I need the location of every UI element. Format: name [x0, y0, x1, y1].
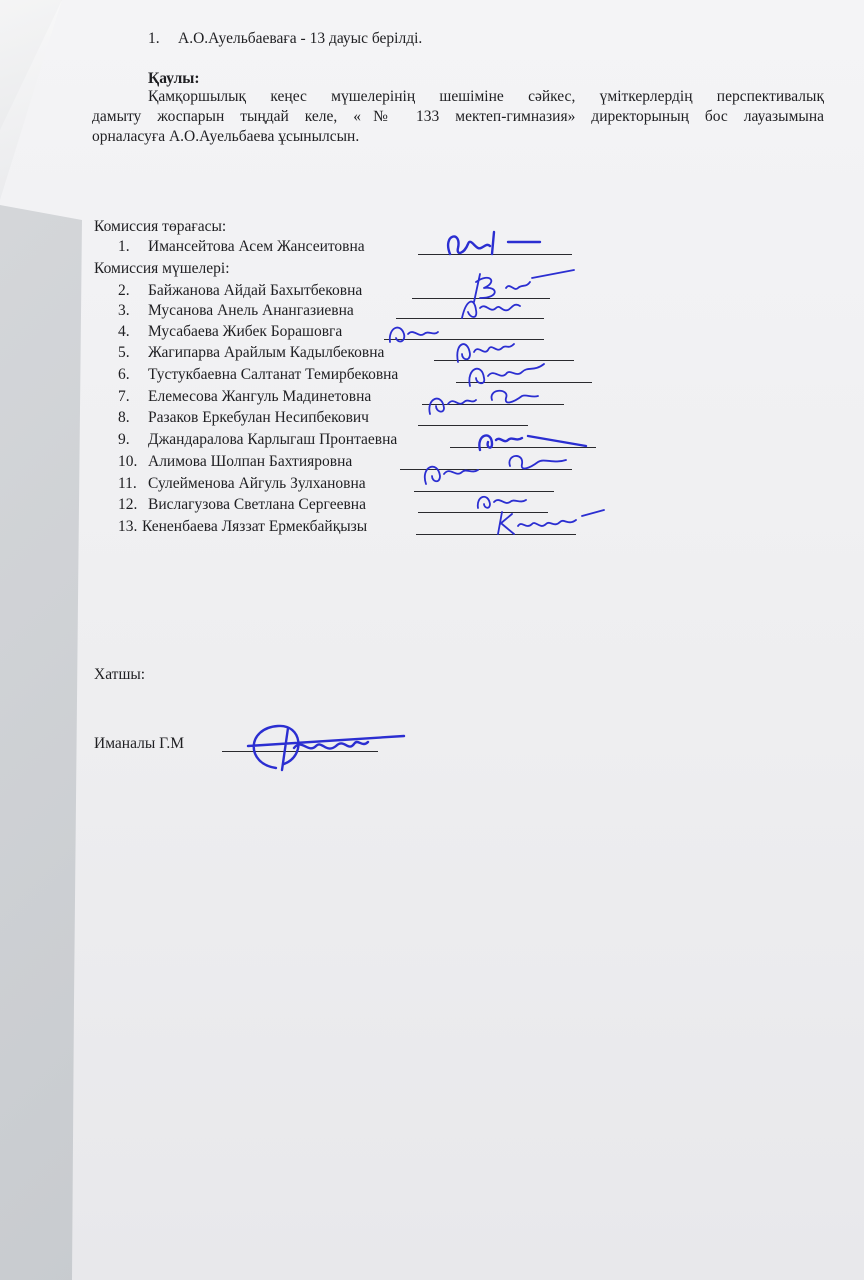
- vote-result-number: 1.: [148, 30, 160, 47]
- member-number: 13.: [118, 518, 138, 535]
- vote-result-text: А.О.Ауельбаеваға - 13 дауыс берілді.: [178, 30, 423, 47]
- member-name: Тустукбаевна Салтанат Темирбековна: [148, 366, 399, 383]
- secretary-name: Иманалы Г.М: [94, 735, 184, 752]
- member-row: [118, 475, 366, 493]
- member-number: 5.: [118, 344, 130, 361]
- commission-chair-title: Комиссия төрағасы:: [94, 218, 227, 235]
- member-number: 3.: [118, 302, 130, 319]
- chair-number: 1.: [118, 238, 130, 255]
- member-row: [118, 302, 354, 320]
- member-name: Вислагузова Светлана Сергеевна: [148, 496, 366, 513]
- decision-line-1: Қамқоршылық кеңес мүшелерінің шешіміне сәйкес, үміткерлердің перспективалық: [148, 88, 824, 105]
- decision-line-2: дамыту жоспарын тыңдай келе, «№ 133 мектеп-гимназия» директорының бос лауазымына: [92, 108, 824, 125]
- member-row: [118, 344, 384, 362]
- member-name: Алимова Шолпан Бахтияровна: [148, 453, 353, 470]
- member-name: Мусанова Анель Анангазиевна: [148, 302, 354, 319]
- chair-signature-image: [420, 224, 570, 264]
- member-row: [118, 388, 371, 406]
- member-name: Сулейменова Айгуль Зулхановна: [148, 475, 366, 492]
- member-row: [118, 431, 397, 449]
- secretary-signature-image: [228, 708, 418, 778]
- member-row: [118, 323, 342, 341]
- secretary-title: Хатшы:: [94, 666, 146, 683]
- member-row: [118, 366, 398, 384]
- member-number: 7.: [118, 388, 130, 405]
- member-row: [118, 518, 367, 536]
- member-number: 9.: [118, 431, 130, 448]
- chair-name: Имансейтова Асем Жансеитовна: [148, 238, 365, 255]
- decision-heading: Қаулы:: [148, 70, 200, 87]
- member-name: Джандаралова Карлыгаш Пронтаевна: [148, 431, 398, 448]
- commission-members-title: Комиссия мүшелері:: [94, 260, 230, 277]
- member-name: Елемесова Жангуль Мадинетовна: [148, 388, 372, 405]
- member-number: 12.: [118, 496, 138, 513]
- member-signature-image: [492, 504, 612, 540]
- member-row: [118, 282, 362, 300]
- member-row: [118, 409, 369, 427]
- member-number: 4.: [118, 323, 130, 340]
- member-name: Кененбаева Ляззат Ермекбайқызы: [142, 518, 368, 535]
- member-number: 10.: [118, 453, 138, 470]
- member-number: 6.: [118, 366, 130, 383]
- member-name: Мусабаева Жибек Борашовга: [148, 323, 343, 340]
- commission-chair-row: [118, 238, 365, 256]
- member-name: Байжанова Айдай Бахытбековна: [148, 282, 363, 299]
- member-name: Разаков Еркебулан Несипбекович: [148, 409, 369, 426]
- member-number: 8.: [118, 409, 130, 426]
- member-signature-image: [414, 380, 554, 420]
- member-row: [118, 453, 352, 471]
- member-number: 2.: [118, 282, 130, 299]
- member-number: 11.: [118, 475, 137, 492]
- member-row: [118, 496, 366, 514]
- vote-result-line: [148, 30, 422, 48]
- member-name: Жагипарва Арайлым Кадылбековна: [148, 344, 385, 361]
- decision-line-3: орналасуға А.О.Ауельбаева ұсынылсын.: [92, 128, 360, 145]
